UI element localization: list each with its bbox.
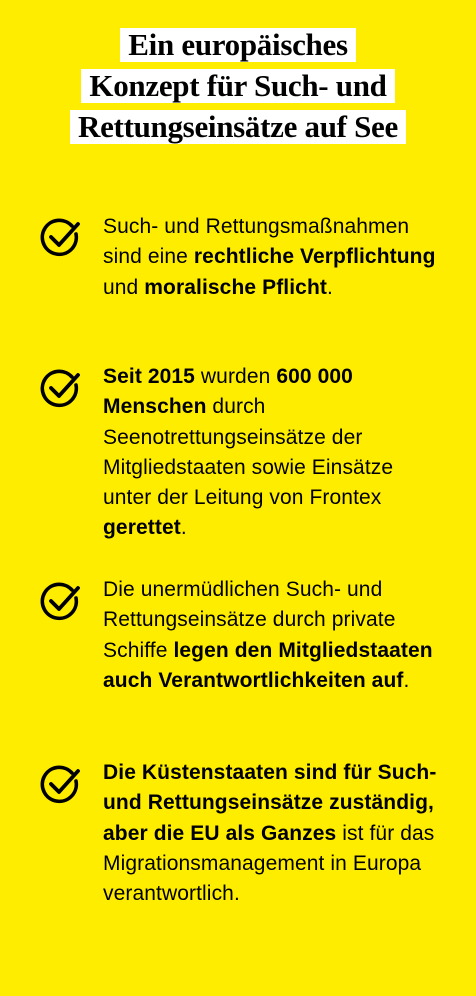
list-item-text: Seit 2015 wurden 600 000 Menschen durch Seenotrettungseinsätze der Mitgliedstaaten sowie Einsätze unter der Leitung von Frontex gerettet. bbox=[103, 365, 394, 540]
list-item-text: Such- und Rettungsmaßnahmen sind eine rechtliche Verpflichtung und moralische Pflicht. bbox=[103, 215, 436, 299]
page-title bbox=[0, 28, 476, 151]
title-line-1: Ein europäisches bbox=[120, 28, 355, 62]
check-circle-icon bbox=[38, 215, 82, 259]
check-circle-icon bbox=[38, 366, 82, 410]
list-item-text: Die unermüdlichen Such- und Rettungseinsätze durch private Schiffe legen den Mitgliedstaaten auch Verantwortlichkeiten auf. bbox=[103, 578, 433, 692]
title-line-2: Konzept für Such- und bbox=[81, 69, 394, 103]
check-circle-icon bbox=[38, 579, 82, 623]
title-line-3: Rettungseinsätze auf See bbox=[70, 110, 406, 144]
check-circle-icon bbox=[38, 762, 82, 806]
list-item-text: Die Küstenstaaten sind für Such- und Rettungseinsätze zuständig, aber die EU als Ganzes ist für das Migrationsmanagement in Europa verantwortlich. bbox=[103, 761, 437, 906]
